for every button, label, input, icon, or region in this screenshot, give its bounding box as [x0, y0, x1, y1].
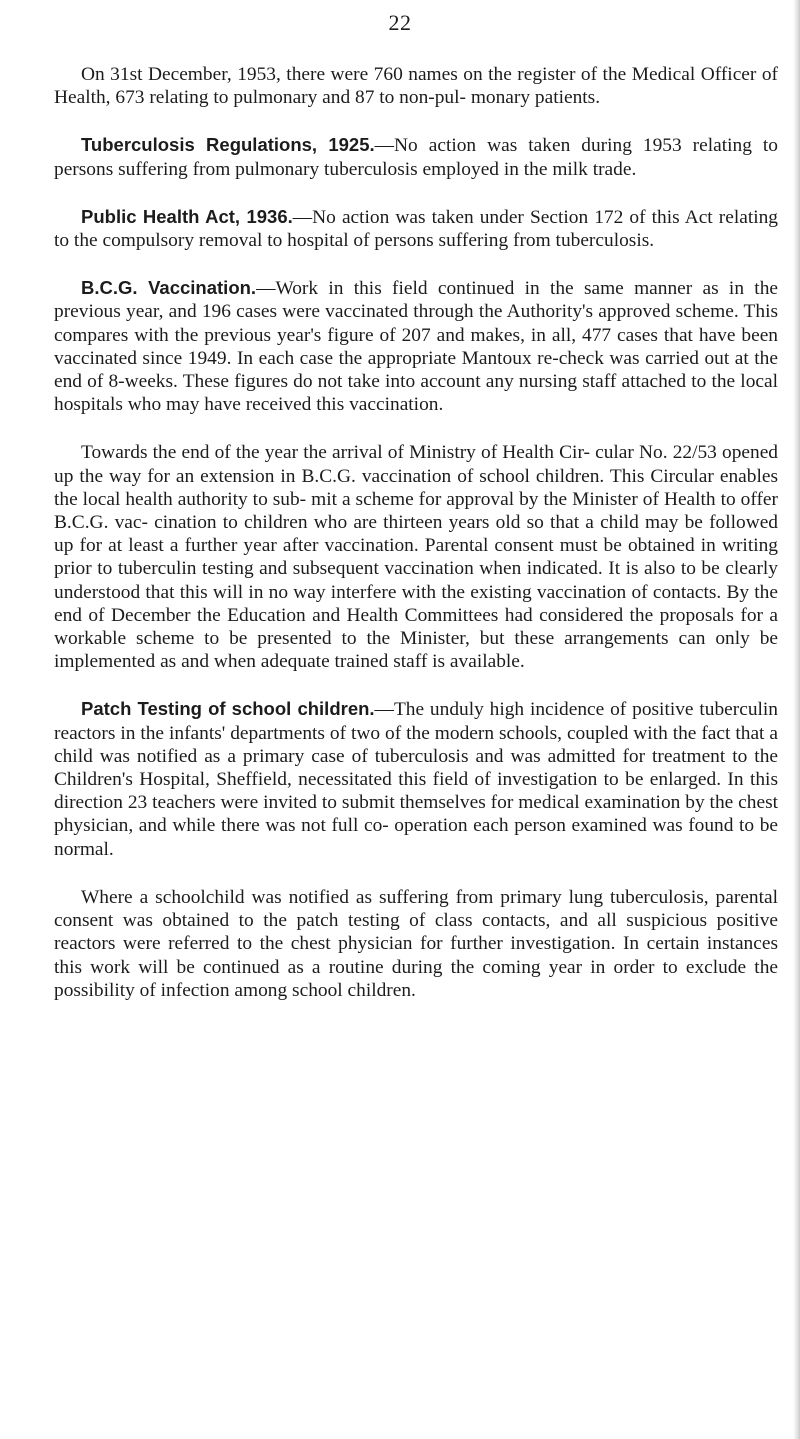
paragraph-heading: Public Health Act, 1936. — [81, 205, 293, 227]
paragraph-public-health-act — [54, 205, 778, 252]
paragraph-text: —The unduly high incidence of positive tuberculin reactors in the infants' departments of two of the modern schools, coupled with the fact that a child was notified as a primary case of tuberculosis and was admitted for treatment to the Children's Hospital, Sheffield, necessitated this field of investigation to be enlarged. In this direction 23 teachers were invited to submit themselves for medical examination by the chest physician, and while there was not full co- operation each person examined was found to be normal. — [54, 699, 778, 860]
paragraph-text: Towards the end of the year the arrival of Ministry of Health Cir- cular No. 22/53 opened up the way for an extension in B.C.G. vaccination of school children. This Circular enables the local health authority to sub- mit a scheme for approval by the Minister of Health to offer B.C.G. vac- cination to children who are thirteen years old so that a child may be followed up for at least a further year after vaccination. Parental consent must be obtained in writing prior to tuberculin testing and subsequent vaccination when indicated. It is also to be clearly understood that this will in no way interfere with the existing vaccination of contacts. By the end of December the Education and Health Committees had considered the proposals for a workable scheme to be presented to the Minister, but these arrangements can only be implemented as and when adequate trained staff is available. — [54, 442, 778, 673]
page-edge-shadow — [793, 0, 800, 1439]
page-number: 22 — [388, 10, 412, 35]
paragraph-heading: Tuberculosis Regulations, 1925. — [81, 134, 375, 156]
paragraph-text: Where a schoolchild was notified as suffering from primary lung tuberculosis, parental consent was obtained to the patch testing of class contacts, and all suspicious positive reactors were referred to the chest physician for further investigation. In certain instances this work will be continued as a routine during the coming year in order to exclude the possibility of infection among school children. — [54, 886, 778, 1001]
paragraph-text: On 31st December, 1953, there were 760 names on the register of the Medical Officer of Health, 673 relating to pulmonary and 87 to non-pul- monary patients. — [54, 64, 778, 109]
paragraph-patch-testing — [54, 697, 778, 860]
paragraph-tuberculosis-regulations — [54, 133, 778, 180]
paragraph-schoolchild-contacts — [54, 885, 778, 1002]
paragraph-text: —No action was taken under Section 172 of this Act relating to the compulsory removal to hospital of persons suffering from tuberculosis. — [54, 206, 779, 252]
paragraph-ministry-circular — [54, 440, 778, 673]
paragraph-bcg-vaccination — [54, 276, 778, 416]
paragraph-heading: Patch Testing of school children. — [81, 698, 375, 720]
paragraph-text: —No action was taken during 1953 relating to persons suffering from pulmonary tuberculosis employed in the milk trade. — [54, 135, 778, 180]
paragraph-register-count — [54, 62, 778, 109]
paragraph-heading: B.C.G. Vaccination. — [81, 277, 257, 299]
document-body — [54, 62, 778, 1026]
paragraph-text: —Work in this field continued in the same manner as in the previous year, and 196 cases were vaccinated through the Authority's approved scheme. This compares with the previous year's figure of 207 and makes, in all, 477 cases that have been vaccinated since 1949. In each case the appropriate Mantoux re-check was carried out at the end of 8-weeks. These figures do not take into account any nursing staff attached to the local hospitals who may have received this vaccination. — [54, 278, 778, 416]
